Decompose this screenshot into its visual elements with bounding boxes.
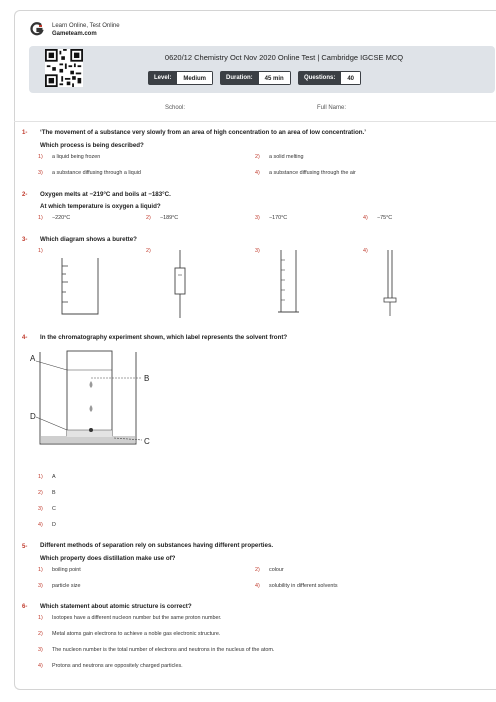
question-prompt: Which process is being described? xyxy=(40,142,144,149)
option[interactable]: 2) −189°C xyxy=(146,215,179,221)
option[interactable]: 1) boiling point xyxy=(38,567,81,573)
option[interactable]: 4) −75°C xyxy=(363,215,393,221)
question-number: 1- xyxy=(22,130,28,136)
option[interactable]: 4) solubility in different solvents xyxy=(255,583,338,589)
question-number: 5- xyxy=(22,544,28,550)
question-stem: ‘The movement of a substance very slowly from an area of high concentration to an area of low concentration.’ xyxy=(40,129,366,136)
apparatus-diagram-2[interactable] xyxy=(170,250,190,320)
question-number: 4- xyxy=(22,335,28,341)
option[interactable]: 4) D xyxy=(38,522,56,528)
questions-label: Questions: xyxy=(298,71,341,85)
question-stem: Which statement about atomic structure is correct? xyxy=(40,603,192,610)
option[interactable]: 4) Protons and neutrons are oppositely charged particles. xyxy=(38,663,183,669)
site-info xyxy=(52,22,120,38)
option[interactable]: 3) particle size xyxy=(38,583,81,589)
option[interactable]: 2) Metal atoms gain electrons to achieve a noble gas electronic structure. xyxy=(38,631,221,637)
option[interactable]: 3) −170°C xyxy=(255,215,288,221)
level-label: Level: xyxy=(148,71,177,85)
question-stem: Which diagram shows a burette? xyxy=(40,236,137,243)
school-label: School: xyxy=(165,105,186,111)
apparatus-diagram-3[interactable] xyxy=(276,248,306,320)
diagram-label: B xyxy=(144,374,150,383)
option[interactable]: 1) a liquid being frozen xyxy=(38,154,101,160)
option-number[interactable]: 3) xyxy=(255,248,260,254)
option[interactable]: 1) Isotopes have a different nucleon number but the same proton number. xyxy=(38,615,222,621)
gameteam-logo-icon xyxy=(30,22,44,36)
divider xyxy=(14,121,496,122)
option[interactable]: 2) colour xyxy=(255,567,284,573)
option[interactable]: 3) a substance diffusing through a liquid xyxy=(38,170,141,176)
question-number: 6- xyxy=(22,604,28,610)
apparatus-diagram-4[interactable] xyxy=(380,250,400,320)
option[interactable]: 3) The nucleon number is the total number of electrons and neutrons in the nucleus of the atom. xyxy=(38,647,275,653)
question-number: 2- xyxy=(22,192,28,198)
site-domain[interactable]: Gameteam.com xyxy=(52,31,97,37)
test-title: 0620/12 Chemistry Oct Nov 2020 Online Test | Cambridge IGCSE MCQ xyxy=(164,53,404,62)
question-stem: Different methods of separation rely on substances having different properties. xyxy=(40,542,274,549)
level-value: Medium xyxy=(177,71,213,85)
option-number[interactable]: 2) xyxy=(146,248,151,254)
diagram-label: A xyxy=(30,354,36,363)
site-tagline: Learn Online, Test Online xyxy=(52,23,120,29)
option[interactable]: 1) A xyxy=(38,474,56,480)
option[interactable]: 4) a substance diffusing through the air xyxy=(255,170,356,176)
option-number[interactable]: 4) xyxy=(363,248,368,254)
question-stem: Oxygen melts at −219°C and boils at −183°C. xyxy=(40,191,171,198)
questions-pill xyxy=(298,71,361,85)
option-number[interactable]: 1) xyxy=(38,248,43,254)
option[interactable]: 2) B xyxy=(38,490,56,496)
question-number: 3- xyxy=(22,237,28,243)
diagram-label: C xyxy=(144,437,150,446)
diagram-label: D xyxy=(30,412,36,421)
full-name-label: Full Name: xyxy=(317,105,347,111)
option[interactable]: 1) −220°C xyxy=(38,215,71,221)
duration-label: Duration: xyxy=(220,71,259,85)
option[interactable]: 2) a solid melting xyxy=(255,154,304,160)
level-pill xyxy=(148,71,213,85)
duration-pill xyxy=(220,71,291,85)
question-prompt: At which temperature is oxygen a liquid? xyxy=(40,203,161,210)
chromatography-diagram xyxy=(30,348,160,453)
apparatus-diagram-1[interactable] xyxy=(58,256,108,318)
question-prompt: Which property does distillation make use of? xyxy=(40,555,176,562)
qr-code-icon xyxy=(45,49,83,87)
duration-value: 45 min xyxy=(259,71,291,85)
questions-value: 40 xyxy=(341,71,361,85)
option[interactable]: 3) C xyxy=(38,506,56,512)
question-stem: In the chromatography experiment shown, which label represents the solvent front? xyxy=(40,334,288,341)
